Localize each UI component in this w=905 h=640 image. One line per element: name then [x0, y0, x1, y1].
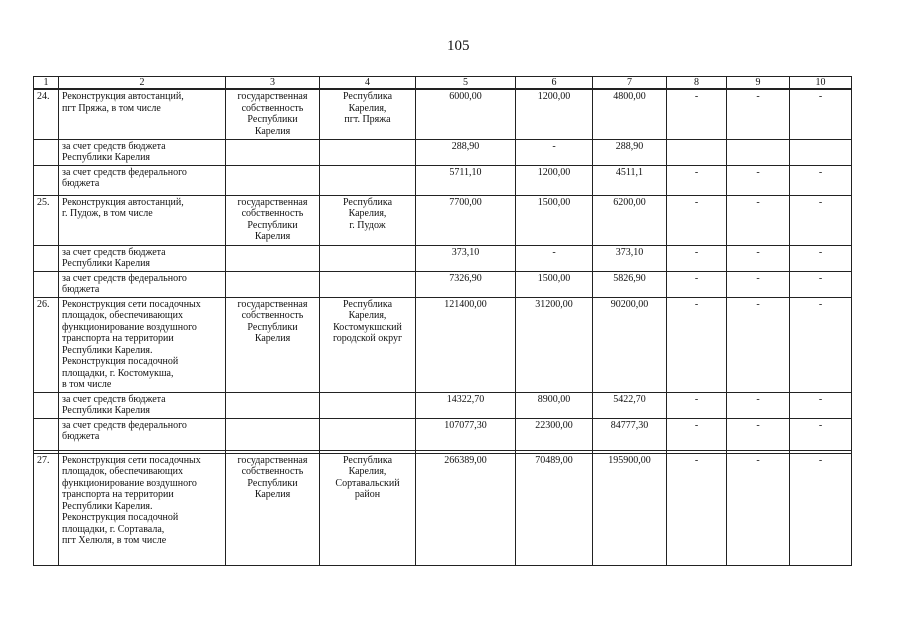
row-col9-value: -: [727, 271, 790, 297]
row-col9-value: -: [727, 297, 790, 392]
row-col8-value: [667, 139, 727, 165]
row-col6-value: 8900,00: [516, 392, 593, 418]
row-col7-value: 5826,90: [593, 271, 667, 297]
col-header-10: 10: [790, 77, 852, 90]
row-col8-value: -: [667, 453, 727, 565]
row-col8-value: -: [667, 392, 727, 418]
table-row: [34, 89, 852, 139]
row-col9-value: -: [727, 165, 790, 195]
row-description: Реконструкция сети посадочных площадок, обеспечивающих функционирование воздушного транспорта на территории Республики Карелия. Реконструкция посадочной площадки, г. Сортавала, пгт Хелюля, в том числе: [59, 453, 226, 565]
row-col10-value: -: [790, 392, 852, 418]
row-ownership: государственная собственность Республики Карелия: [226, 195, 320, 245]
row-col9-value: -: [727, 453, 790, 565]
row-col8-value: -: [667, 165, 727, 195]
budget-table: [33, 76, 852, 566]
row-col7-value: 288,90: [593, 139, 667, 165]
row-col5-value: 266389,00: [416, 453, 516, 565]
row-ownership: государственная собственность Республики Карелия: [226, 89, 320, 139]
col-header-2: 2: [59, 77, 226, 90]
row-description: за счет средств бюджета Республики Карелия: [59, 139, 226, 165]
row-location: [320, 418, 416, 450]
row-col5-value: 373,10: [416, 245, 516, 271]
row-number: [34, 418, 59, 450]
table-row: [34, 165, 852, 195]
row-col9-value: -: [727, 195, 790, 245]
row-col10-value: -: [790, 297, 852, 392]
col-header-5: 5: [416, 77, 516, 90]
row-description: за счет средств бюджета Республики Карелия: [59, 392, 226, 418]
row-number: [34, 139, 59, 165]
row-description: за счет средств бюджета Республики Карелия: [59, 245, 226, 271]
row-col8-value: -: [667, 271, 727, 297]
row-col10-value: [790, 139, 852, 165]
row-col10-value: -: [790, 89, 852, 139]
row-description: Реконструкция автостанций, г. Пудож, в том числе: [59, 195, 226, 245]
row-description: за счет средств федерального бюджета: [59, 418, 226, 450]
row-col8-value: -: [667, 245, 727, 271]
row-col10-value: -: [790, 245, 852, 271]
row-col5-value: 6000,00: [416, 89, 516, 139]
row-col10-value: -: [790, 165, 852, 195]
row-number: [34, 245, 59, 271]
page-number: 105: [447, 38, 470, 54]
row-location: [320, 392, 416, 418]
table-row: [34, 418, 852, 450]
row-ownership: [226, 418, 320, 450]
row-ownership: [226, 245, 320, 271]
row-ownership: государственная собственность Республики Карелия: [226, 453, 320, 565]
row-col6-value: 22300,00: [516, 418, 593, 450]
row-ownership: [226, 139, 320, 165]
row-col5-value: 121400,00: [416, 297, 516, 392]
row-col6-value: 1500,00: [516, 195, 593, 245]
row-col7-value: 5422,70: [593, 392, 667, 418]
budget-table-container: [33, 76, 851, 566]
col-header-3: 3: [226, 77, 320, 90]
row-number: 27.: [34, 453, 59, 565]
row-col5-value: 7700,00: [416, 195, 516, 245]
col-header-4: 4: [320, 77, 416, 90]
row-col6-value: -: [516, 245, 593, 271]
row-location: [320, 245, 416, 271]
row-col9-value: [727, 139, 790, 165]
row-description: за счет средств федерального бюджета: [59, 165, 226, 195]
row-ownership: [226, 271, 320, 297]
row-col5-value: 14322,70: [416, 392, 516, 418]
row-ownership: [226, 165, 320, 195]
row-ownership: [226, 392, 320, 418]
row-col6-value: 1500,00: [516, 271, 593, 297]
row-col9-value: -: [727, 392, 790, 418]
row-col10-value: -: [790, 418, 852, 450]
row-number: 25.: [34, 195, 59, 245]
row-ownership: государственная собственность Республики Карелия: [226, 297, 320, 392]
table-row: [34, 245, 852, 271]
row-location: [320, 139, 416, 165]
row-col6-value: 31200,00: [516, 297, 593, 392]
row-col5-value: 107077,30: [416, 418, 516, 450]
row-col10-value: -: [790, 453, 852, 565]
row-col5-value: 5711,10: [416, 165, 516, 195]
row-col6-value: 70489,00: [516, 453, 593, 565]
table-row: [34, 297, 852, 392]
row-col8-value: -: [667, 195, 727, 245]
row-description: Реконструкция автостанций, пгт Пряжа, в том числе: [59, 89, 226, 139]
row-number: 26.: [34, 297, 59, 392]
row-col8-value: -: [667, 418, 727, 450]
row-col10-value: -: [790, 195, 852, 245]
row-number: 24.: [34, 89, 59, 139]
col-header-6: 6: [516, 77, 593, 90]
row-col9-value: -: [727, 418, 790, 450]
row-description: за счет средств федерального бюджета: [59, 271, 226, 297]
row-col5-value: 288,90: [416, 139, 516, 165]
row-col6-value: -: [516, 139, 593, 165]
row-col7-value: 84777,30: [593, 418, 667, 450]
row-location: Республика Карелия, Сортавальский район: [320, 453, 416, 565]
table-row: [34, 392, 852, 418]
row-col7-value: 4511,1: [593, 165, 667, 195]
table-row: [34, 271, 852, 297]
col-header-8: 8: [667, 77, 727, 90]
row-number: [34, 271, 59, 297]
header-row: [34, 77, 852, 90]
col-header-9: 9: [727, 77, 790, 90]
row-col6-value: 1200,00: [516, 165, 593, 195]
row-col10-value: -: [790, 271, 852, 297]
col-header-7: 7: [593, 77, 667, 90]
row-col7-value: 6200,00: [593, 195, 667, 245]
row-location: [320, 271, 416, 297]
row-col9-value: -: [727, 89, 790, 139]
row-col7-value: 195900,00: [593, 453, 667, 565]
table-row: [34, 139, 852, 165]
row-col8-value: -: [667, 89, 727, 139]
row-col5-value: 7326,90: [416, 271, 516, 297]
row-col7-value: 90200,00: [593, 297, 667, 392]
table-row: [34, 453, 852, 565]
row-col6-value: 1200,00: [516, 89, 593, 139]
row-location: Республика Карелия, пгт. Пряжа: [320, 89, 416, 139]
row-number: [34, 392, 59, 418]
row-location: Республика Карелия, г. Пудож: [320, 195, 416, 245]
row-description: Реконструкция сети посадочных площадок, обеспечивающих функционирование воздушного транспорта на территории Республики Карелия. Реконструкция посадочной площадки, г. Костомукша, в том числе: [59, 297, 226, 392]
row-col8-value: -: [667, 297, 727, 392]
row-col7-value: 4800,00: [593, 89, 667, 139]
row-location: Республика Карелия, Костомукшский городской округ: [320, 297, 416, 392]
table-body: [34, 77, 852, 566]
row-col9-value: -: [727, 245, 790, 271]
row-location: [320, 165, 416, 195]
row-number: [34, 165, 59, 195]
col-header-1: 1: [34, 77, 59, 90]
row-col7-value: 373,10: [593, 245, 667, 271]
table-row: [34, 195, 852, 245]
